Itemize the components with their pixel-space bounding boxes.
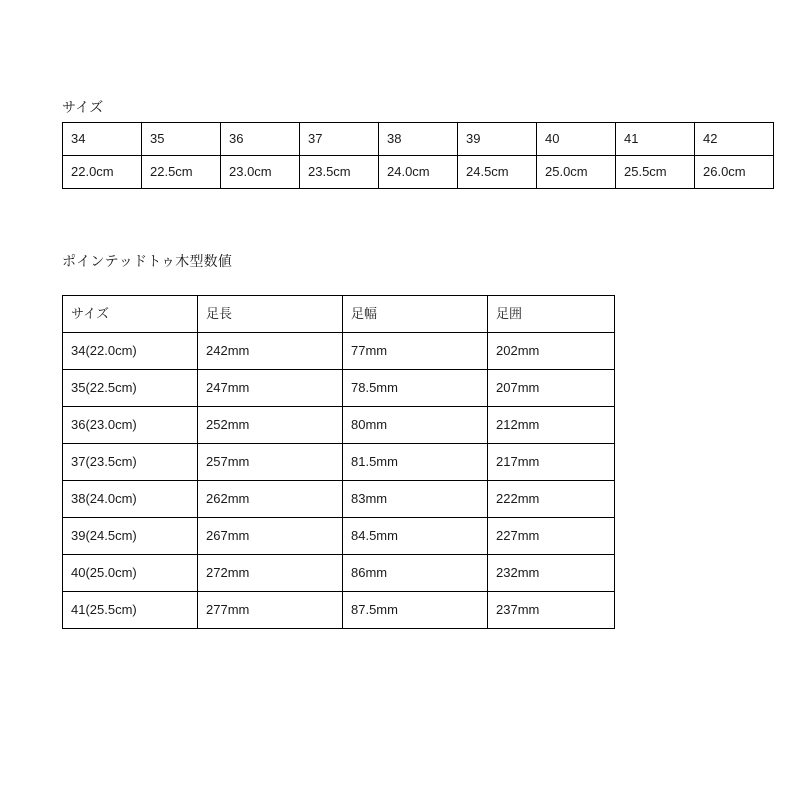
- eu-size-cell: 41: [616, 123, 695, 156]
- cell-foot-width: 80mm: [343, 407, 488, 444]
- table-row: [63, 370, 615, 407]
- cell-foot-girth: 212mm: [488, 407, 615, 444]
- cell-foot-girth: 232mm: [488, 555, 615, 592]
- cell-size: 38(24.0cm): [63, 481, 198, 518]
- eu-size-cell: 38: [379, 123, 458, 156]
- cm-size-cell: 25.0cm: [537, 156, 616, 189]
- cell-size: 35(22.5cm): [63, 370, 198, 407]
- cell-size: 40(25.0cm): [63, 555, 198, 592]
- eu-size-cell: 42: [695, 123, 774, 156]
- table-row: [63, 333, 615, 370]
- cell-foot-width: 86mm: [343, 555, 488, 592]
- cell-foot-length: 267mm: [198, 518, 343, 555]
- cell-size: 34(22.0cm): [63, 333, 198, 370]
- cm-size-cell: 25.5cm: [616, 156, 695, 189]
- cm-size-cell: 22.0cm: [63, 156, 142, 189]
- cell-foot-width: 87.5mm: [343, 592, 488, 629]
- cell-foot-width: 83mm: [343, 481, 488, 518]
- table-row: [63, 481, 615, 518]
- cell-foot-width: 84.5mm: [343, 518, 488, 555]
- last-section-label: ポインテッドトゥ木型数値: [62, 253, 233, 269]
- eu-size-cell: 39: [458, 123, 537, 156]
- cell-size: 37(23.5cm): [63, 444, 198, 481]
- table-row: [63, 123, 774, 156]
- cell-foot-girth: 237mm: [488, 592, 615, 629]
- last-measurement-table: [62, 295, 615, 629]
- table-row: [63, 555, 615, 592]
- cell-foot-girth: 207mm: [488, 370, 615, 407]
- cell-foot-girth: 202mm: [488, 333, 615, 370]
- cm-size-cell: 23.5cm: [300, 156, 379, 189]
- cell-size: 39(24.5cm): [63, 518, 198, 555]
- cell-size: 41(25.5cm): [63, 592, 198, 629]
- cell-foot-length: 262mm: [198, 481, 343, 518]
- size-section-label: サイズ: [62, 99, 104, 115]
- cell-foot-length: 272mm: [198, 555, 343, 592]
- table-row: [63, 592, 615, 629]
- column-header-foot-length: 足長: [198, 296, 343, 333]
- column-header-foot-girth: 足囲: [488, 296, 615, 333]
- table-row: [63, 407, 615, 444]
- cell-foot-width: 78.5mm: [343, 370, 488, 407]
- cm-size-cell: 23.0cm: [221, 156, 300, 189]
- column-header-size: サイズ: [63, 296, 198, 333]
- cm-size-cell: 22.5cm: [142, 156, 221, 189]
- cell-size: 36(23.0cm): [63, 407, 198, 444]
- eu-size-cell: 35: [142, 123, 221, 156]
- eu-size-cell: 37: [300, 123, 379, 156]
- cell-foot-length: 247mm: [198, 370, 343, 407]
- table-row: [63, 518, 615, 555]
- cm-size-cell: 24.0cm: [379, 156, 458, 189]
- table-row: [63, 156, 774, 189]
- cell-foot-girth: 227mm: [488, 518, 615, 555]
- cell-foot-length: 277mm: [198, 592, 343, 629]
- eu-size-cell: 40: [537, 123, 616, 156]
- cell-foot-girth: 222mm: [488, 481, 615, 518]
- size-conversion-table: [62, 122, 774, 189]
- cell-foot-length: 252mm: [198, 407, 343, 444]
- cell-foot-length: 257mm: [198, 444, 343, 481]
- cm-size-cell: 26.0cm: [695, 156, 774, 189]
- cell-foot-width: 81.5mm: [343, 444, 488, 481]
- column-header-foot-width: 足幅: [343, 296, 488, 333]
- cell-foot-length: 242mm: [198, 333, 343, 370]
- cell-foot-girth: 217mm: [488, 444, 615, 481]
- table-header-row: [63, 296, 615, 333]
- cell-foot-width: 77mm: [343, 333, 488, 370]
- cm-size-cell: 24.5cm: [458, 156, 537, 189]
- eu-size-cell: 34: [63, 123, 142, 156]
- table-row: [63, 444, 615, 481]
- eu-size-cell: 36: [221, 123, 300, 156]
